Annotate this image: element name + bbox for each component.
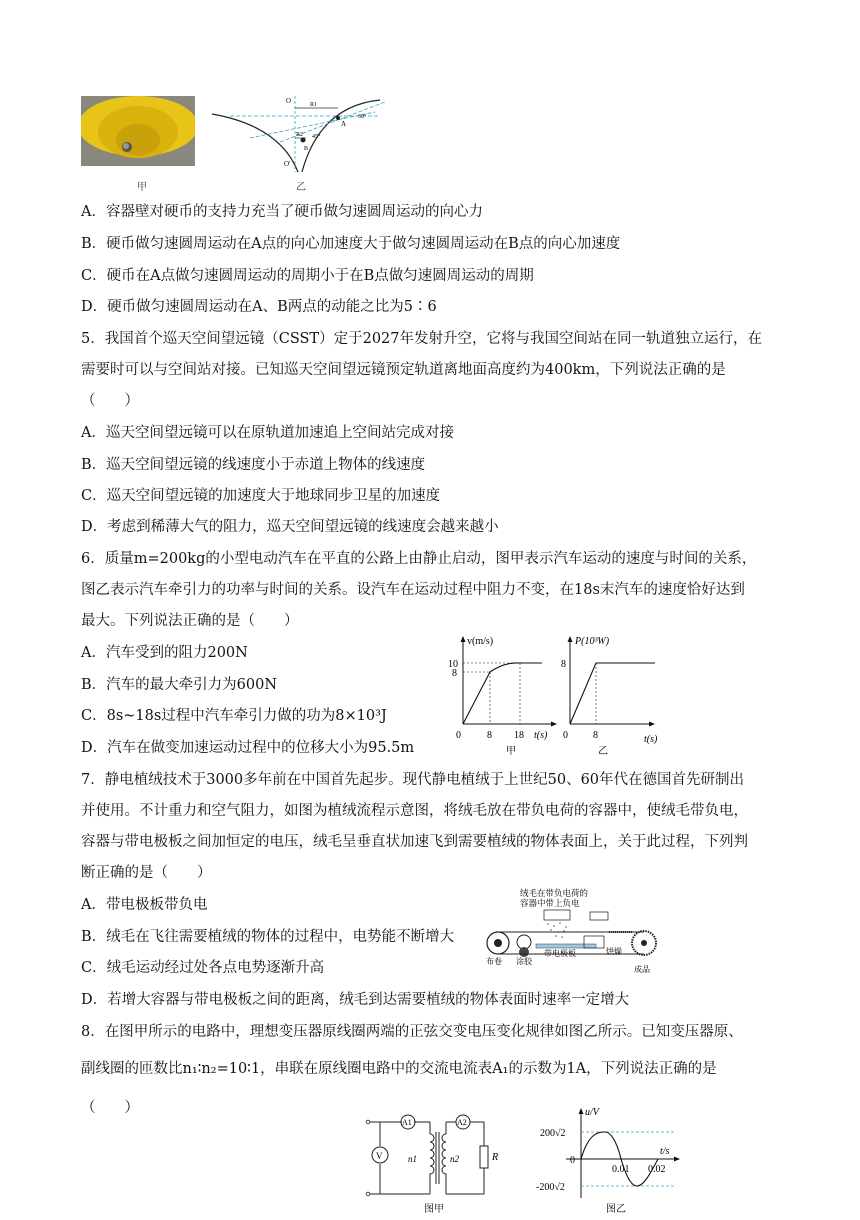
- wave-origin: 0: [570, 1155, 575, 1166]
- vt-tick-8: 8: [452, 668, 457, 679]
- pt-xlabel: t(s): [644, 734, 658, 745]
- label-b: B: [304, 146, 309, 152]
- q7-option-c: C．绒毛运动经过处各点电势逐渐升高: [81, 960, 325, 976]
- ammeter-a2-label: A2: [457, 1118, 467, 1127]
- power-time-graph: [558, 632, 668, 757]
- n2-label: n2: [450, 1154, 459, 1164]
- label-r2: R2: [296, 132, 304, 138]
- pt-ylabel: P(10³W): [575, 636, 610, 647]
- q7-stem-line-3: 容器与带电极板之间加恒定的电压，绒毛呈垂直状加速飞到需要植绒的物体表面上，关于此过程，下列判: [81, 834, 748, 850]
- wave-tick-001: 0.01: [612, 1164, 630, 1175]
- n1-label: n1: [408, 1154, 417, 1164]
- q8-stem-line-2: 副线圈的匝数比n₁∶n₂=10∶1，串联在原线圈电路中的交流电流表A₁的示数为1A，下列说法正确的是: [81, 1061, 717, 1077]
- q4-option-d: D．硬币做匀速圆周运动在A、B两点的动能之比为5∶6: [81, 299, 437, 315]
- q8-stem-line-3: （ ）: [81, 1100, 139, 1116]
- q6-option-c: C．8s~18s过程中汽车牵引力做的功为8×10³J: [81, 708, 387, 724]
- transformer-circuit-diagram: [364, 1108, 504, 1216]
- glue-label: 涂胶: [516, 957, 532, 966]
- container-label-2: 容器中带上负电: [520, 898, 580, 908]
- wave-ymax: 200√2: [540, 1128, 566, 1139]
- wave-ylabel: u/V: [585, 1107, 599, 1118]
- pt-tick-x8: 8: [593, 730, 598, 741]
- q5-stem-line-1: 5．我国首个巡天空间望远镜（CSST）定于2027年发射升空，它将与我国空间站在同一轨道独立运行，在: [81, 331, 763, 347]
- q6-option-d: D．汽车在做变加速运动过程中的位移大小为95.5m: [81, 740, 415, 756]
- circuit-caption: 图甲: [424, 1204, 444, 1215]
- wave-caption: 图乙: [606, 1204, 626, 1215]
- wave-tick-002: 0.02: [648, 1164, 666, 1175]
- coin-bowl-photo: [81, 96, 195, 166]
- vt-tick-x18: 18: [514, 730, 524, 741]
- label-r1: R1: [310, 102, 318, 108]
- q5-option-a: A．巡天空间望远镜可以在原轨道加速追上空间站完成对接: [81, 425, 454, 441]
- photo-caption: 甲: [137, 182, 147, 193]
- q4-option-a: A．容器壁对硬币的支持力充当了硬币做匀速圆周运动的向心力: [81, 204, 483, 220]
- q7-option-d: D．若增大容器与带电极板之间的距离，绒毛到达需要植绒的物体表面时速率一定增大: [81, 992, 630, 1008]
- plate-label: 带电极板: [544, 949, 576, 958]
- diagram-caption: 乙: [296, 182, 306, 193]
- dry-label: 烘燥: [606, 947, 622, 956]
- q6-stem-line-3: 最大。下列说法正确的是（ ）: [81, 613, 299, 629]
- q8-stem-line-1: 8．在图甲所示的电路中，理想变压器原线圈两端的正弦交变电压变化规律如图乙所示。已知变压器原、: [81, 1024, 743, 1040]
- vt-origin: 0: [456, 730, 461, 741]
- bowl-cross-section-diagram: [210, 94, 390, 174]
- velocity-time-graph: [442, 632, 557, 757]
- pt-caption: 乙: [598, 746, 608, 757]
- container-label-1: 绒毛在带负电荷的: [520, 888, 589, 898]
- pt-tick-8: 8: [561, 659, 566, 670]
- q5-option-b: B．巡天空间望远镜的线速度小于赤道上物体的线速度: [81, 457, 426, 473]
- product-label: 成品: [634, 965, 650, 974]
- vt-tick-10: 10: [448, 659, 458, 670]
- vt-tick-x8: 8: [487, 730, 492, 741]
- ammeter-a1-label: A1: [402, 1118, 412, 1127]
- label-o: O: [286, 97, 292, 105]
- q6-stem-line-2: 图乙表示汽车牵引力的功率与时间的关系。设汽车在运动过程中阻力不变，在18s末汽车的速度恰好达到: [81, 582, 745, 598]
- vt-caption: 甲: [506, 746, 516, 757]
- label-45deg: 45°: [312, 134, 321, 140]
- q7-stem-line-1: 7．静电植绒技术于3000多年前在中国首先起步。现代静电植绒于上世纪50、60年代在德国首先研制出: [81, 772, 745, 788]
- voltage-waveform-graph: [536, 1106, 686, 1216]
- label-30deg: 30°: [358, 114, 367, 120]
- q6-option-b: B．汽车的最大牵引力为600N: [81, 677, 278, 693]
- roll-label: 布卷: [486, 957, 502, 966]
- q5-stem-line-3: （ ）: [81, 393, 139, 409]
- vt-xlabel: t(s): [534, 730, 548, 741]
- label-a: A: [341, 120, 347, 128]
- vt-ylabel: v(m/s): [467, 636, 494, 647]
- q7-option-a: A．带电极板带负电: [81, 897, 208, 913]
- q4-option-b: B．硬币做匀速圆周运动在A点的向心加速度大于做匀速圆周运动在B点的向心加速度: [81, 236, 621, 252]
- q4-option-c: C．硬币在A点做匀速圆周运动的周期小于在B点做匀速圆周运动的周期: [81, 268, 534, 284]
- q5-option-d: D．考虑到稀薄大气的阻力，巡天空间望远镜的线速度会越来越小: [81, 519, 499, 535]
- q5-option-c: C．巡天空间望远镜的加速度大于地球同步卫星的加速度: [81, 488, 441, 504]
- q6-stem-line-1: 6．质量m=200kg的小型电动汽车在平直的公路上由静止启动，图甲表示汽车运动的速度与时间的关系，: [81, 551, 757, 567]
- wave-ymin: -200√2: [536, 1182, 565, 1193]
- q6-option-a: A．汽车受到的阻力200N: [81, 645, 248, 661]
- pt-origin: 0: [563, 730, 568, 741]
- wave-xlabel: t/s: [660, 1146, 670, 1157]
- q7-option-b: B．绒毛在飞往需要植绒的物体的过程中，电势能不断增大: [81, 929, 455, 945]
- label-o-prime: O': [284, 160, 291, 168]
- voltmeter-label: V: [376, 1151, 383, 1161]
- resistor-label: R: [492, 1152, 499, 1163]
- electrostatic-flocking-diagram: [484, 884, 666, 982]
- q7-stem-line-2: 并使用。不计重力和空气阻力，如图为植绒流程示意图，将绒毛放在带负电荷的容器中，使绒毛带负电，: [81, 803, 748, 819]
- q7-stem-line-4: 断正确的是（ ）: [81, 865, 212, 881]
- q5-stem-line-2: 需要时可以与空间站对接。已知巡天空间望远镜预定轨道离地面高度约为400km，下列说法正确的是: [81, 362, 726, 378]
